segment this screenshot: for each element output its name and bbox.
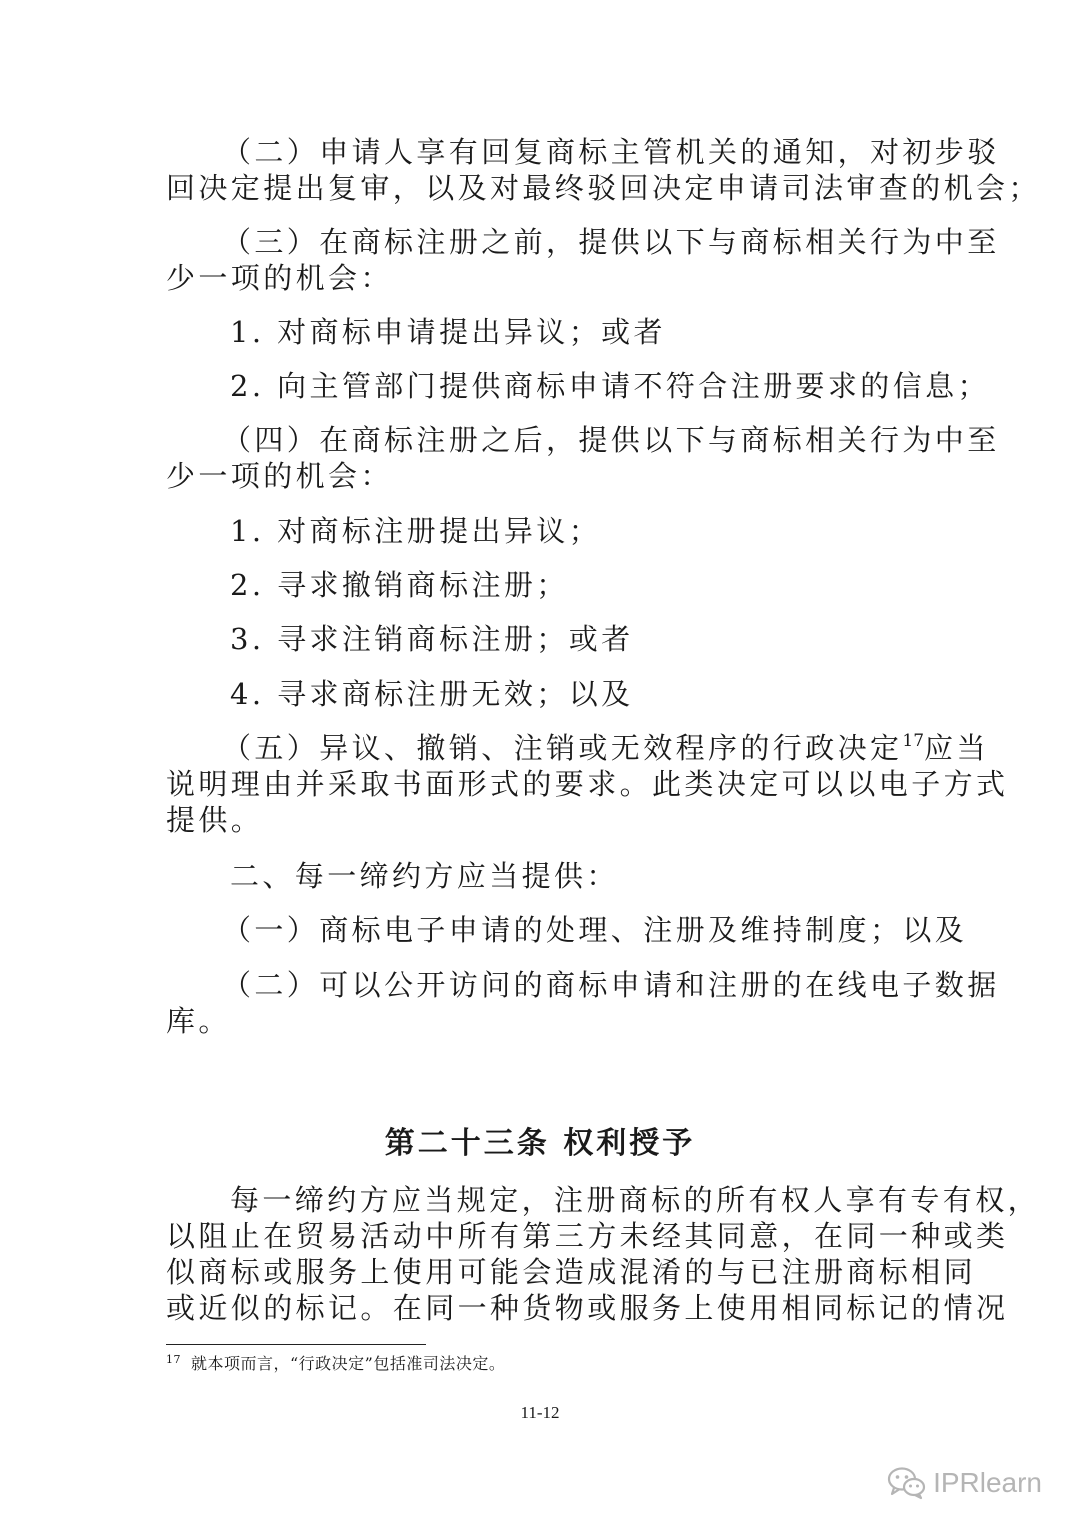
list-item xyxy=(166,621,916,657)
list-item xyxy=(166,676,916,712)
list-item xyxy=(166,368,990,404)
text-line: 提供。 xyxy=(166,803,264,837)
paragraph-after-registration xyxy=(166,422,1000,494)
text-line: 少一项的机会： xyxy=(166,459,393,493)
text-line: 二、每一缔约方应当提供： xyxy=(230,859,619,893)
text-line: 1. 对商标注册提出异议； xyxy=(230,514,602,548)
paragraph-electronic-system xyxy=(166,912,968,948)
text-line: 2. 寻求撤销商标注册； xyxy=(230,568,569,602)
text-line: 或近似的标记。在同一种货物或服务上使用相同标记的情况 xyxy=(166,1291,1009,1325)
text-line: （三）在商标注册之前，提供以下与商标相关行为中至 xyxy=(222,225,1000,259)
text-segment: （五）异议、撤销、注销或无效程序的行政决定 xyxy=(222,731,903,765)
paragraph-applicant-response xyxy=(166,134,1041,206)
text-line: （四）在商标注册之后，提供以下与商标相关行为中至 xyxy=(222,423,1000,457)
paragraph-administrative-decision xyxy=(166,730,1009,838)
footnote-text: 就本项而言，“行政决定”包括准司法决定。 xyxy=(191,1354,506,1373)
article-body xyxy=(166,1182,1041,1326)
text-line: 说明理由并采取书面形式的要求。此类决定可以以电子方式 xyxy=(166,767,1009,801)
text-line: 以阻止在贸易活动中所有第三方未经其同意，在同一种或类 xyxy=(166,1219,1009,1253)
footnote xyxy=(166,1354,505,1374)
page-number: 11-12 xyxy=(520,1403,560,1422)
text-line: 回决定提出复审，以及对最终驳回决定申请司法审查的机会； xyxy=(166,171,1041,205)
text-line: 2. 向主管部门提供商标申请不符合注册要求的信息； xyxy=(230,369,990,403)
list-item xyxy=(166,314,916,350)
list-item xyxy=(166,567,916,603)
article-title: 第二十三条 权利授予 xyxy=(384,1126,696,1161)
list-item xyxy=(166,513,916,549)
paragraph-each-party xyxy=(166,858,916,894)
text-line: 少一项的机会： xyxy=(166,261,393,295)
text-line: 似商标或服务上使用可能会造成混淆的与已注册商标相同 xyxy=(166,1255,977,1289)
paragraph-online-database xyxy=(166,967,1000,1039)
watermark xyxy=(887,1466,1042,1500)
watermark-text: IPRlearn xyxy=(933,1467,1042,1498)
footnote-number: 17 xyxy=(166,1353,181,1366)
text-line: （一）商标电子申请的处理、注册及维持制度；以及 xyxy=(222,913,968,947)
text-line: 每一缔约方应当规定，注册商标的所有权人享有专有权， xyxy=(230,1183,1041,1217)
text-line: 4. 寻求商标注册无效；以及 xyxy=(230,677,634,711)
text-line: 3. 寻求注销商标注册；或者 xyxy=(230,622,634,656)
text-line xyxy=(166,730,989,766)
text-line: （二）可以公开访问的商标申请和注册的在线电子数据 xyxy=(222,968,1000,1002)
text-segment: 应当 xyxy=(924,731,989,765)
text-line: 1. 对商标申请提出异议；或者 xyxy=(230,315,666,349)
footnote-divider xyxy=(166,1344,426,1345)
text-line: 库。 xyxy=(166,1004,231,1038)
paragraph-before-registration xyxy=(166,224,1000,296)
text-line: （二）申请人享有回复商标主管机关的通知，对初步驳 xyxy=(222,135,1000,169)
footnote-ref: 17 xyxy=(902,731,925,751)
wechat-icon xyxy=(887,1466,927,1500)
